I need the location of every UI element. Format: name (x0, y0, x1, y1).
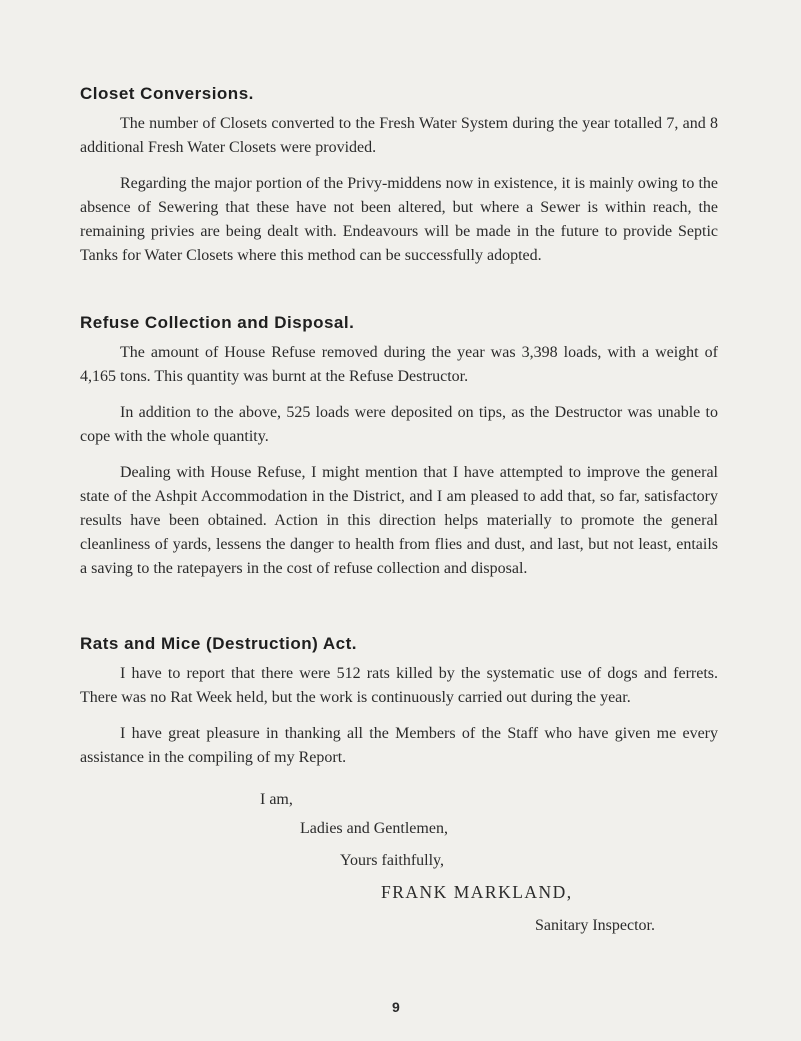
paragraph-rats-killed: I have to report that there were 512 rats killed by the systematic use of dogs and ferrets. There was no Rat Week held, but the work is continuously carried out during the year. (80, 665, 718, 706)
closing-i-am: I am, (260, 791, 293, 808)
page-number: 9 (392, 999, 400, 1015)
heading-closet-conversions: Closet Conversions. (80, 84, 254, 103)
closing-salutation: Ladies and Gentlemen, (300, 820, 448, 837)
paragraph-tips-deposit: In addition to the above, 525 loads were deposited on tips, as the Destructor was unable to cope with the whole quantity. (80, 404, 718, 445)
signature-title: Sanitary Inspector. (535, 917, 655, 934)
paragraph-ashpit-accommodation: Dealing with House Refuse, I might mention that I have attempted to improve the general state of the Ashpit Accommodation in the District, and I am pleased to add that, so far, satisfactory results have been obtained. Action in this direction helps materially to promote the general cleanliness of yards, lessens the danger to health from flies and dust, and last, but not least, entails a saving to the ratepayers in the cost of refuse collection and disposal. (80, 464, 718, 577)
closing-yours-faithfully: Yours faithfully, (340, 852, 445, 869)
heading-rats-and-mice: Rats and Mice (Destruction) Act. (80, 634, 358, 653)
paragraph-closet-totals: The number of Closets converted to the Fresh Water System during the year totalled 7, and 8 additional Fresh Water Closets were provided. (80, 115, 718, 156)
heading-refuse-collection: Refuse Collection and Disposal. (80, 313, 355, 332)
paragraph-house-refuse-amount: The amount of House Refuse removed during the year was 3,398 loads, with a weight of 4,165 tons. This quantity was burnt at the Refuse Destructor. (80, 344, 718, 385)
signature-name: FRANK MARKLAND, (381, 882, 573, 902)
paragraph-thanks-staff: I have great pleasure in thanking all the Members of the Staff who have given me every assistance in the compiling of my Report. (80, 725, 718, 766)
paragraph-privy-middens: Regarding the major portion of the Privy-middens now in existence, it is mainly owing to the absence of Sewering that these have not been altered, but where a Sewer is within reach, the remaining privies are being dealt with. Endeavours will be made in the future to provide Septic Tanks for Water Closets where this method can be successfully adopted. (80, 175, 718, 264)
